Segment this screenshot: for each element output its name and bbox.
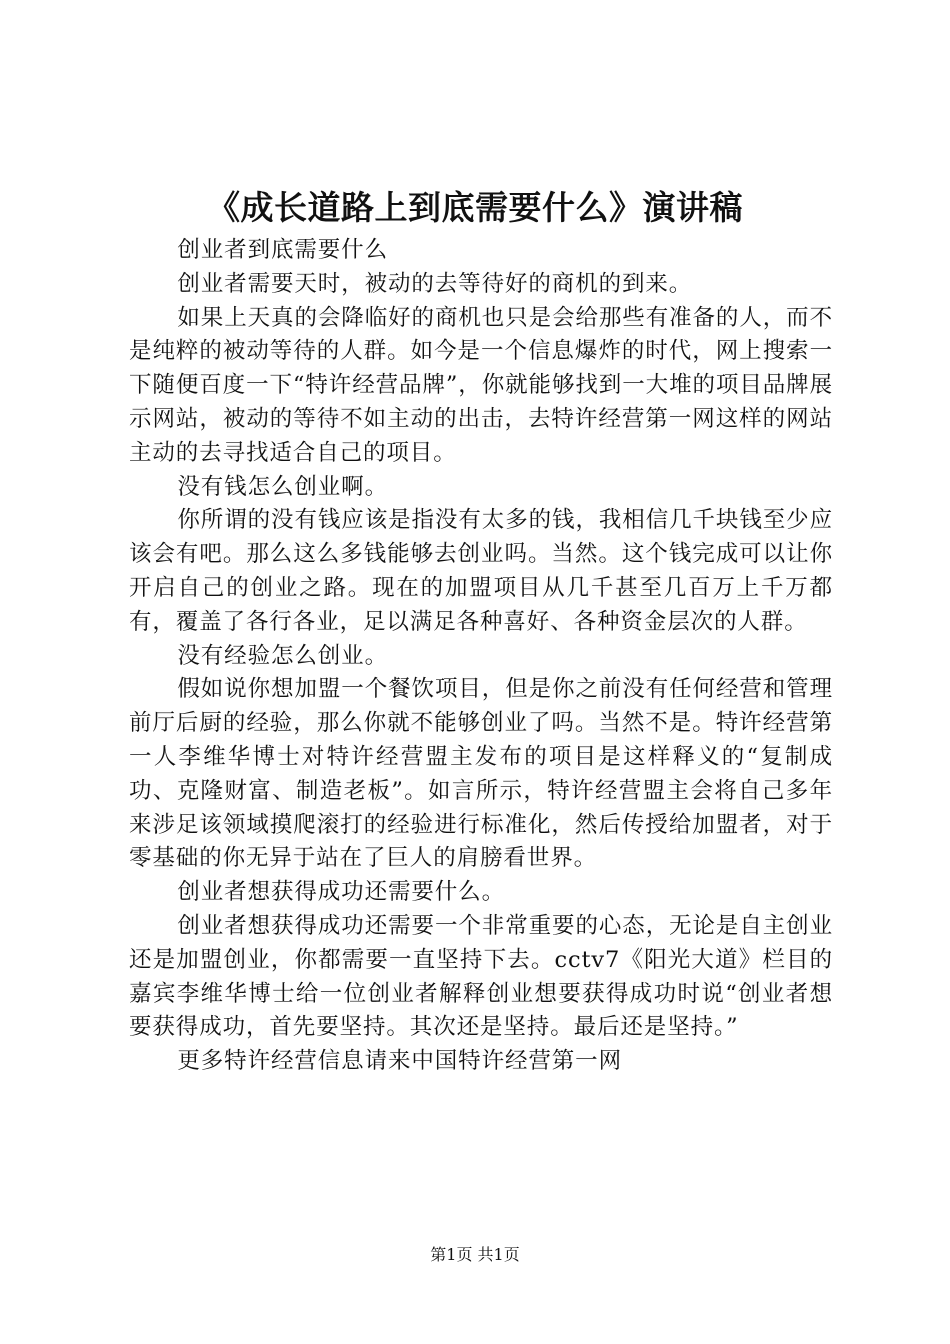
document-body	[129, 234, 833, 1079]
document-title: 《成长道路上到底需要什么》演讲稿	[207, 188, 743, 227]
paragraph: 没有钱怎么创业啊。	[177, 473, 388, 500]
paragraph: 创业者需要天时，被动的去等待好的商机的到来。	[177, 270, 693, 297]
paragraph: 假如说你想加盟一个餐饮项目，但是你之前没有任何经营和管理前厅后厨的经验，那么你就不能够创业了吗。当然不是。特许经营第一人李维华博士对特许经营盟主发布的项目是这样释义的“复制成功、克隆财富、制造老板”。如言所示，特许经营盟主会将自己多年来涉足该领域摸爬滚打的经验进行标准化，然后传授给加盟者，对于零基础的你无异于站在了巨人的肩膀看世界。	[129, 676, 833, 872]
paragraph: 创业者想获得成功还需要一个非常重要的心态，无论是自主创业还是加盟创业，你都需要一直坚持下去。cctv7《阳光大道》栏目的嘉宾李维华博士给一位创业者解释创业想要获得成功时说“创业者想要获得成功，首先要坚持。其次还是坚持。最后还是坚持。”	[129, 912, 833, 1041]
paragraph: 如果上天真的会降临好的商机也只是会给那些有准备的人，而不是纯粹的被动等待的人群。如今是一个信息爆炸的时代，网上搜索一下随便百度一下“特许经营品牌”，你就能够找到一大堆的项目品牌展示网站，被动的等待不如主动的出击，去特许经营第一网这样的网站主动的去寻找适合自己的项目。	[129, 304, 833, 466]
paragraph: 创业者想获得成功还需要什么。	[177, 879, 505, 906]
page-footer: 第1页 共1页	[430, 1245, 520, 1264]
paragraph: 没有经验怎么创业。	[177, 642, 388, 669]
paragraph: 更多特许经营信息请来中国特许经营第一网	[177, 1048, 622, 1075]
paragraph: 创业者到底需要什么	[177, 237, 388, 263]
paragraph: 你所谓的没有钱应该是指没有太多的钱，我相信几千块钱至少应该会有吧。那么这么多钱能够去创业吗。当然。这个钱完成可以让你开启自己的创业之路。现在的加盟项目从几千甚至几百万上千万都有，覆盖了各行各业，足以满足各种喜好、各种资金层次的人群。	[129, 507, 833, 635]
